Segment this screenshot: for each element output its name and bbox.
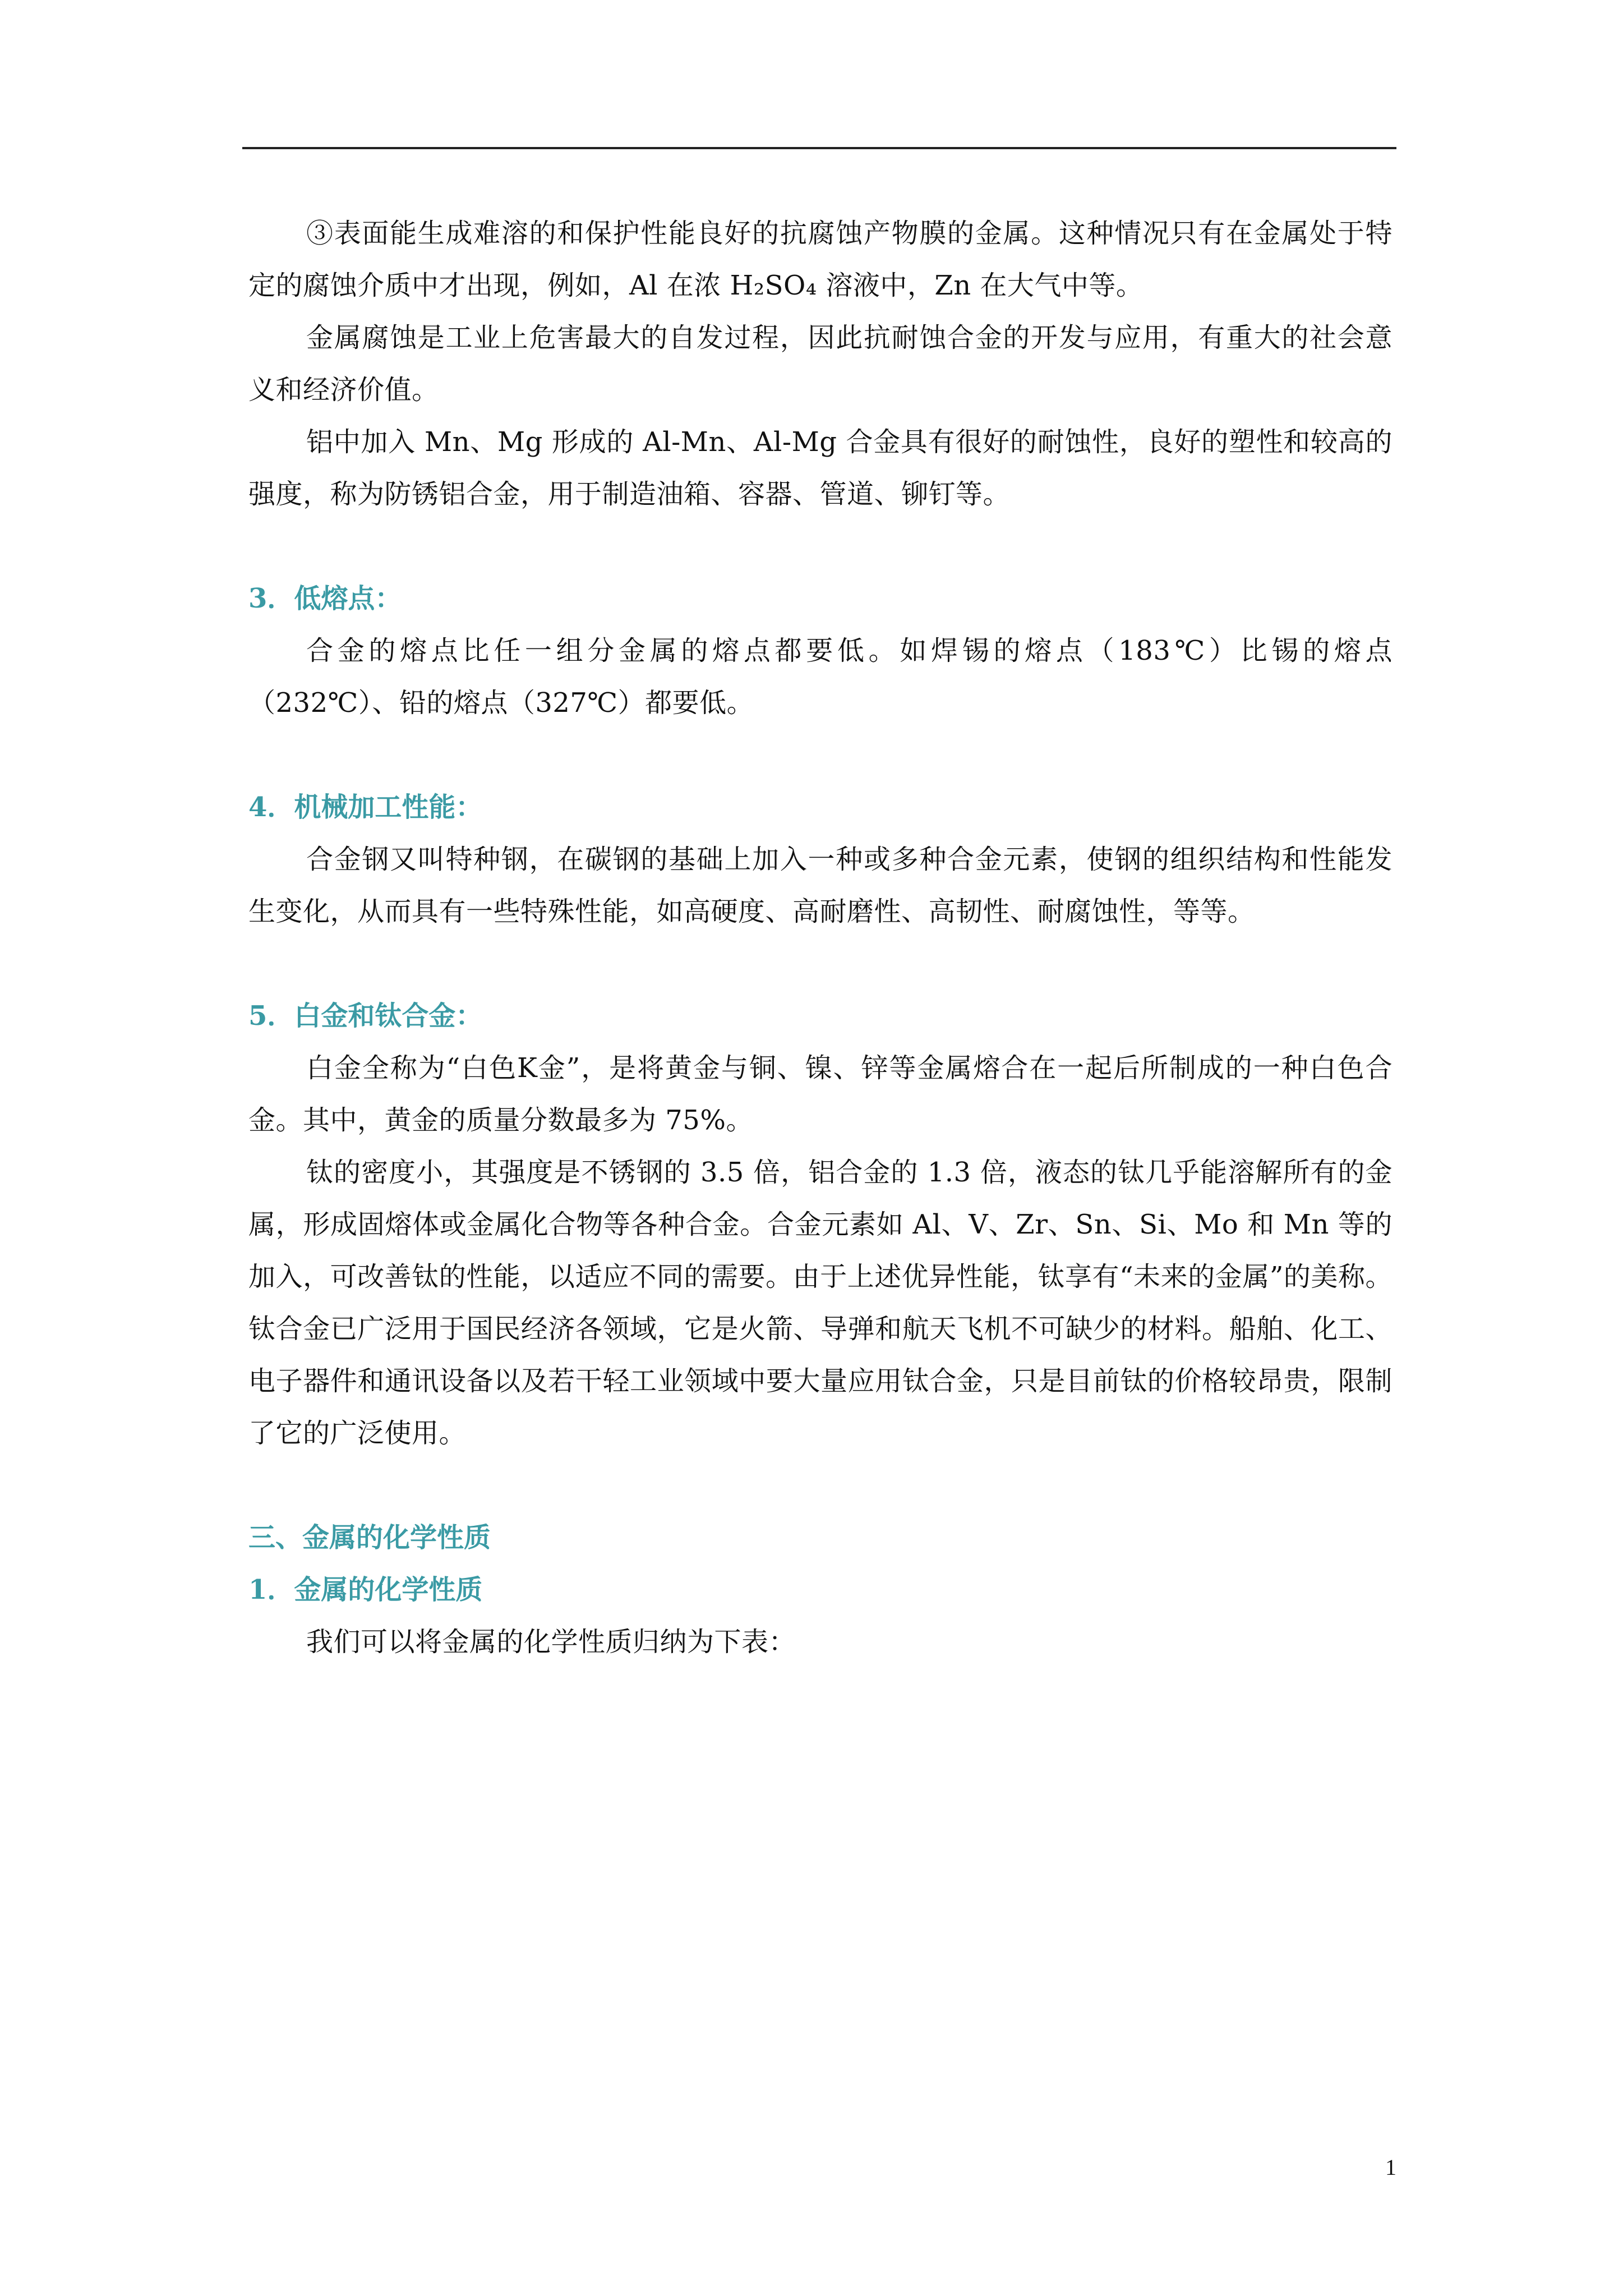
paragraph-titanium-alloy: 钛的密度小，其强度是不锈钢的 3.5 倍，铝合金的 1.3 倍，液态的钛几乎能溶解所有的金属，形成固熔体或金属化合物等各种合金。合金元素如 Al、V、Zr、Sn、Si、Mo 和 Mn 等的加入，可改善钛的性能，以适应不同的需要。由于上述优异性能，钛享有“未来的金属”的美称。钛合金已广泛用于国民经济各领域，它是火箭、导弹和航天飞机不可缺少的材料。船舶、化工、电子器件和通讯设备以及若干轻工业领域中要大量应用钛合金，只是目前钛的价格较昂贵，限制了它的广泛使用。: [248, 1157, 1393, 1449]
spacer: [248, 729, 1393, 781]
header-rule: [242, 147, 1396, 149]
heading-white-gold-titanium: 5．白金和钛合金：: [248, 1000, 483, 1032]
page-content: [248, 208, 1393, 1668]
heading-machining-properties: 4．机械加工性能：: [248, 792, 483, 823]
spacer: [248, 938, 1393, 990]
paragraph-alloy-steel: 合金钢又叫特种钢，在碳钢的基础上加入一种或多种合金元素，使钢的组织结构和性能发生变化，从而具有一些特殊性能，如高硬度、高耐磨性、高韧性、耐腐蚀性，等等。: [248, 844, 1393, 927]
heading-low-melting-point: 3．低熔点：: [248, 583, 402, 614]
paragraph-table-intro: 我们可以将金属的化学性质归纳为下表：: [306, 1626, 796, 1658]
paragraph-corrosion-film: ③表面能生成难溶的和保护性能良好的抗腐蚀产物膜的金属。这种情况只有在金属处于特定的腐蚀介质中才出现，例如，Al 在浓 H₂SO₄ 溶液中，Zn 在大气中等。: [248, 218, 1393, 301]
paragraph-low-melting-point: 合金的熔点比任一组分金属的熔点都要低。如焊锡的熔点（183℃）比锡的熔点（232℃）、铅的熔点（327℃）都要低。: [248, 635, 1393, 719]
page-number: 1: [1385, 2155, 1396, 2180]
spacer: [248, 1460, 1393, 1512]
paragraph-corrosion-significance: 金属腐蚀是工业上危害最大的自发过程，因此抗耐蚀合金的开发与应用，有重大的社会意义和经济价值。: [248, 322, 1393, 406]
paragraph-white-gold: 白金全称为“白色K金”，是将黄金与铜、镍、锌等金属熔合在一起后所制成的一种白色合金。其中，黄金的质量分数最多为 75%。: [248, 1052, 1393, 1136]
heading-chemical-properties-chapter: 三、金属的化学性质: [248, 1522, 491, 1553]
spacer: [248, 521, 1393, 573]
heading-chemical-properties-section: 1．金属的化学性质: [248, 1574, 483, 1605]
paragraph-rustproof-aluminum: 铝中加入 Mn、Mg 形成的 Al-Mn、Al-Mg 合金具有很好的耐蚀性，良好的塑性和较高的强度，称为防锈铝合金，用于制造油箱、容器、管道、铆钉等。: [248, 426, 1393, 510]
